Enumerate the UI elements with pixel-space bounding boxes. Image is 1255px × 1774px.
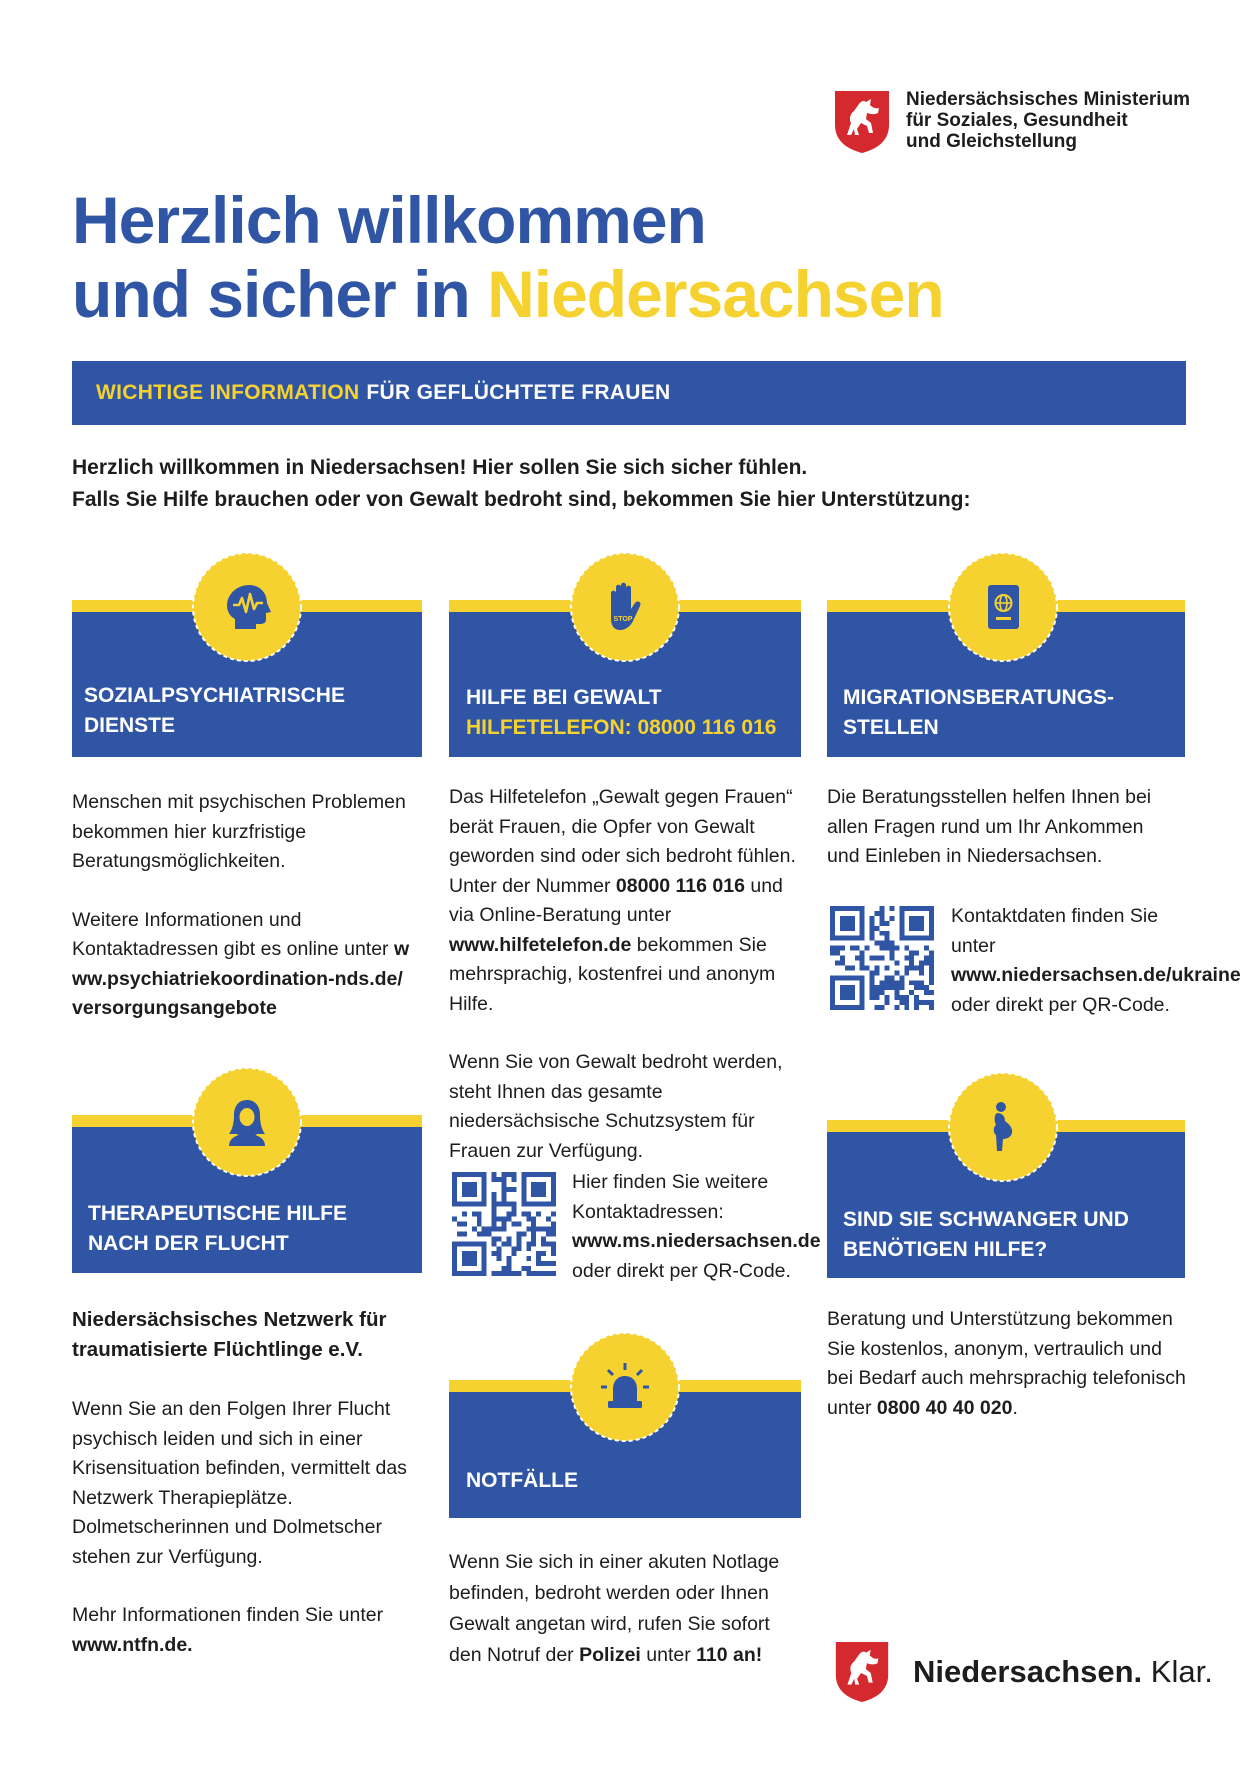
brand-strong: Niedersachsen.: [913, 1654, 1143, 1689]
gewalt-qr-paragraph: [572, 1168, 821, 1286]
section-title-schwanger-line-2: BENÖTIGEN HILFE?: [843, 1238, 1048, 1261]
info-banner: [72, 361, 1186, 425]
gewalt-paragraph-1-c: bekommen Sie mehrsprachig, kostenfrei und anonym Hilfe.: [449, 933, 776, 1015]
title-line-2-part-2: Niedersachsen: [487, 257, 944, 331]
gewalt-paragraph-1-b: und via Online-Beratung unter: [449, 874, 783, 926]
siren-light-icon: [597, 1359, 653, 1415]
badge-notfall: [569, 1331, 681, 1443]
ministry-name: [906, 89, 1190, 152]
qr-code-ms[interactable]: [452, 1172, 556, 1276]
sozial-paragraph-2-text: Weitere Informationen und Kontaktadressen gibt es online unter: [72, 908, 394, 960]
ntfn-link[interactable]: www.ntfn.de.: [72, 1633, 193, 1656]
notfall-text-a: Wenn Sie sich in einer akuten Notlage befinden, bedroht werden oder Ihnen Gewalt angetan wird, rufen Sie sofort den Notruf der: [449, 1551, 780, 1666]
section-title-notfall: [466, 1466, 578, 1496]
footer-brand-logo: [833, 1640, 1213, 1704]
intro-text: [72, 452, 1182, 516]
therapie-paragraph-2: [72, 1601, 417, 1660]
gewalt-phone[interactable]: 08000 116 016: [615, 874, 745, 897]
section-text-schwanger: [827, 1305, 1187, 1423]
intro-line-2: Falls Sie Hilfe brauchen oder von Gewalt bedroht sind, bekommen Sie hier Unterstützung:: [72, 488, 971, 511]
title-line-2-part-1: und sicher in: [72, 257, 488, 331]
helpline-number: HILFETELEFON: 08000 116 016: [466, 716, 777, 739]
schwanger-text-a: Beratung und Unterstützung bekommen Sie kostenlos, anonym, vertraulich und bei Bedarf auch mehrsprachig telefonisch unter: [827, 1308, 1186, 1419]
title-line-1: Herzlich willkommen: [72, 183, 706, 257]
notfall-text-b: unter: [640, 1644, 697, 1666]
horse-crest-icon: [833, 1640, 891, 1704]
gewalt-paragraph-1-a: Das Hilfetelefon „Gewalt gegen Frauen“ berät Frauen, die Opfer von Gewalt geworden sind oder sich bedroht fühlen. Unter der Nummer: [449, 786, 796, 897]
section-title-therapie: [88, 1199, 347, 1259]
section-text-gewalt: [449, 783, 799, 1166]
ukraine-link[interactable]: www.niedersachsen.de/ukraine: [951, 964, 1241, 986]
ministry-logo: [833, 89, 1193, 155]
section-title-sozial-line-2: DIENSTE: [84, 714, 176, 737]
section-title-gewalt-line-1: HILFE BEI GEWALT: [466, 686, 662, 709]
migration-qr-text-a: Kontaktdaten finden Sie unter: [951, 905, 1159, 957]
badge-therapie: [191, 1066, 303, 1178]
migration-paragraph-1: Die Beratungsstellen helfen Ihnen bei allen Fragen rund um Ihr Ankommen und Einleben in Niedersachsen.: [827, 786, 1152, 867]
migration-qr-paragraph: [951, 902, 1241, 1020]
badge-sozial: [191, 551, 303, 663]
section-title-migration: [843, 683, 1114, 743]
stop-hand-icon: [597, 579, 653, 635]
notfall-paragraph: [449, 1547, 794, 1671]
gewalt-qr-text-a: Hier finden Sie weitere Kontaktadressen:: [572, 1171, 769, 1223]
gewalt-qr-text-b: oder direkt per QR-Code.: [572, 1259, 791, 1282]
pregnancy-phone[interactable]: 0800 40 40 020: [876, 1396, 1013, 1419]
section-text-sozial: [72, 788, 412, 1024]
therapie-paragraph-1: Wenn Sie an den Folgen Ihrer Flucht psychisch leiden und sich in einer Krisensituation befinden, vermittelt das Netzwerk Therapieplätze. Dolmetscherinnen und Dolmetscher stehen zur Verfügung.: [72, 1398, 407, 1568]
section-title-sozial-line-1: SOZIALPSYCHIATRISCHE: [84, 684, 345, 707]
gewalt-qr-text: [572, 1168, 821, 1286]
stop-label: STOP: [613, 616, 633, 623]
section-text-migration: [827, 783, 1177, 872]
brand-wordmark: [913, 1654, 1213, 1690]
badge-schwanger: [947, 1071, 1059, 1183]
badge-gewalt: [569, 551, 681, 663]
section-title-gewalt: [466, 683, 776, 743]
ms-link[interactable]: www.ms.niedersachsen.de: [572, 1230, 821, 1252]
migration-qr-text: [951, 902, 1241, 1020]
schwanger-paragraph: [827, 1305, 1187, 1423]
emergency-number[interactable]: 110 an!: [696, 1644, 763, 1666]
therapie-org-line-2: traumatisierte Flüchtlinge e.V.: [72, 1337, 363, 1361]
gewalt-paragraph-1: [449, 783, 799, 1019]
section-text-therapie: [72, 1395, 417, 1660]
section-title-sozial: [84, 681, 345, 741]
title-line-2: [72, 257, 944, 331]
ministry-line-2: für Soziales, Gesundheit: [906, 110, 1128, 131]
ministry-line-1: Niedersächsisches Ministerium: [906, 89, 1191, 110]
qr-code-ukraine[interactable]: [830, 906, 934, 1010]
section-title-schwanger-line-1: SIND SIE SCHWANGER UND: [843, 1208, 1129, 1231]
page-title: [72, 183, 944, 331]
horse-crest-icon: [833, 89, 891, 155]
schwanger-text-b: .: [1012, 1396, 1018, 1419]
brand-light: Klar.: [1142, 1654, 1213, 1689]
badge-migration: [947, 551, 1059, 663]
sozial-paragraph-2: [72, 906, 412, 1024]
section-title-migration-line-1: MIGRATIONSBERATUNGS-: [843, 686, 1115, 709]
banner-text: FÜR GEFLÜCHTETE FRAUEN: [366, 381, 671, 404]
section-title-therapie-line-1: THERAPEUTISCHE HILFE: [88, 1202, 348, 1225]
sozial-paragraph-1: Menschen mit psychischen Problemen bekommen hier kurzfristige Beratungsmöglichkeiten.: [72, 791, 406, 872]
sozial-link[interactable]: www.psychiatriekoordination-nds.de/versorgungsangebote: [72, 938, 410, 1019]
brain-head-icon: [219, 579, 275, 635]
therapie-paragraph-2-text: Mehr Informationen finden Sie unter: [72, 1604, 384, 1626]
section-title-schwanger: [843, 1205, 1129, 1265]
section-title-therapie-line-2: NACH DER FLUCHT: [88, 1232, 289, 1255]
intro-line-1: Herzlich willkommen in Niedersachsen! Hier sollen Sie sich sicher fühlen.: [72, 456, 808, 479]
hilfetelefon-link[interactable]: www.hilfetelefon.de: [449, 933, 632, 956]
woman-portrait-icon: [219, 1094, 275, 1150]
banner-highlight: WICHTIGE INFORMATION: [96, 381, 360, 404]
police-label: Polizei: [579, 1644, 641, 1666]
therapie-org-name: [72, 1305, 417, 1364]
section-title-notfall-text: NOTFÄLLE: [466, 1469, 578, 1492]
section-title-migration-line-2: STELLEN: [843, 716, 939, 739]
passport-icon: [975, 579, 1031, 635]
pregnant-woman-icon: [975, 1099, 1031, 1155]
gewalt-paragraph-2: Wenn Sie von Gewalt bedroht werden, steht Ihnen das gesamte niedersächsische Schutzsystem für Frauen zur Verfügung.: [449, 1051, 783, 1162]
ministry-line-3: und Gleichstellung: [906, 131, 1078, 152]
therapie-org-line-1: Niedersächsisches Netzwerk für: [72, 1308, 387, 1331]
section-text-notfall: [449, 1547, 794, 1671]
migration-qr-text-b: oder direkt per QR-Code.: [951, 993, 1170, 1016]
